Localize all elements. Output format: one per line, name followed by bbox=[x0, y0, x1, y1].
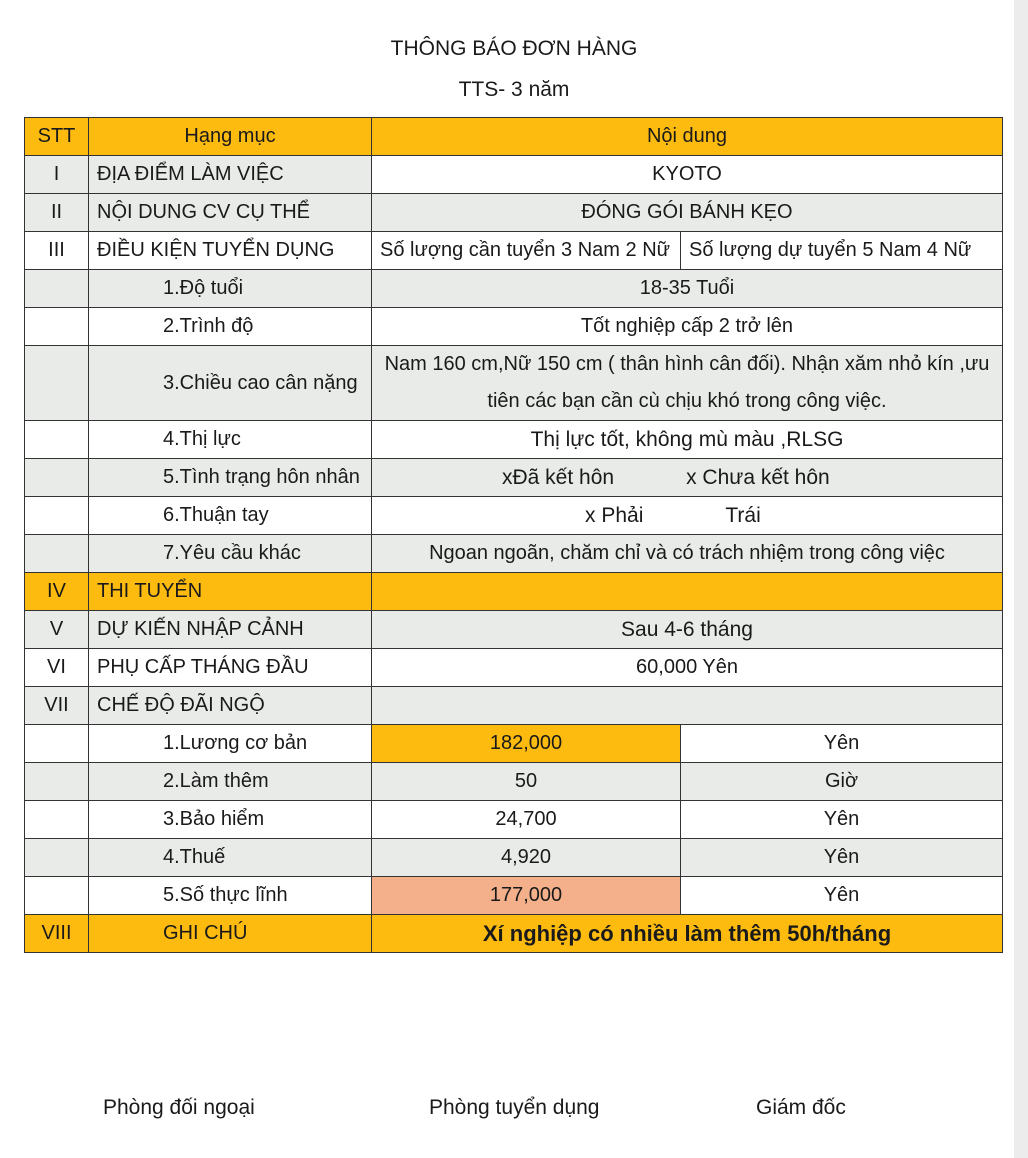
table-row bbox=[25, 232, 1003, 270]
marital-options bbox=[372, 459, 1003, 497]
table-row bbox=[25, 497, 1003, 535]
row-label: CHẾ ĐỘ ĐÃI NGỘ bbox=[89, 687, 372, 725]
row-label: 1.Độ tuổi bbox=[89, 270, 372, 308]
header-stt: STT bbox=[25, 118, 89, 156]
table-row bbox=[25, 421, 1003, 459]
table-row bbox=[25, 801, 1003, 839]
row-stt: VIII bbox=[25, 915, 89, 953]
option-left-hand: Trái bbox=[725, 504, 761, 527]
option-married: xĐã kết hôn bbox=[502, 466, 615, 489]
table-row bbox=[25, 156, 1003, 194]
table-header bbox=[25, 118, 1003, 156]
row-label: 2.Trình độ bbox=[89, 308, 372, 346]
table-row bbox=[25, 649, 1003, 687]
table-row bbox=[25, 270, 1003, 308]
row-unit: Giờ bbox=[681, 763, 1003, 801]
salary-amount: 182,000 bbox=[372, 725, 681, 763]
row-value: ĐÓNG GÓI BÁNH KẸO bbox=[372, 194, 1003, 232]
row-label: NỘI DUNG CV CỤ THỂ bbox=[89, 194, 372, 232]
row-stt: I bbox=[25, 156, 89, 194]
table-row bbox=[25, 687, 1003, 725]
note-value: Xí nghiệp có nhiều làm thêm 50h/tháng bbox=[372, 915, 1003, 953]
row-label: 3.Chiều cao cân nặng bbox=[89, 346, 372, 421]
row-label: ĐIỀU KIỆN TUYỂN DỤNG bbox=[89, 232, 372, 270]
tax-amount: 4,920 bbox=[372, 839, 681, 877]
row-label: 5.Số thực lĩnh bbox=[89, 877, 372, 915]
row-stt: IV bbox=[25, 573, 89, 611]
insurance-amount: 24,700 bbox=[372, 801, 681, 839]
option-right-hand: x Phải bbox=[585, 504, 644, 527]
row-stt: VII bbox=[25, 687, 89, 725]
row-stt: III bbox=[25, 232, 89, 270]
row-label: 4.Thị lực bbox=[89, 421, 372, 459]
table-row bbox=[25, 535, 1003, 573]
row-value: 60,000 Yên bbox=[372, 649, 1003, 687]
table-row bbox=[25, 194, 1003, 232]
row-stt: VI bbox=[25, 649, 89, 687]
row-label: GHI CHÚ bbox=[89, 915, 372, 953]
signature-external-affairs: Phòng đối ngoại bbox=[103, 1096, 255, 1119]
row-value: Nam 160 cm,Nữ 150 cm ( thân hình cân đối). Nhận xăm nhỏ kín ,ưu tiên các bạn cần cù chịu khó trong công việc. bbox=[372, 346, 1003, 421]
signature-director: Giám đốc bbox=[756, 1096, 846, 1119]
row-label: 5.Tình trạng hôn nhân bbox=[89, 459, 372, 497]
table-row bbox=[25, 346, 1003, 421]
document-subtitle: TTS- 3 năm bbox=[458, 78, 570, 101]
table-row bbox=[25, 308, 1003, 346]
page-edge bbox=[1014, 0, 1028, 1158]
candidate-count: Số lượng dự tuyển 5 Nam 4 Nữ bbox=[681, 232, 1003, 270]
row-value: KYOTO bbox=[372, 156, 1003, 194]
header-content: Nội dung bbox=[372, 118, 1003, 156]
overtime-amount: 50 bbox=[372, 763, 681, 801]
table-row bbox=[25, 915, 1003, 953]
row-value bbox=[372, 573, 1003, 611]
row-label: 7.Yêu cầu khác bbox=[89, 535, 372, 573]
row-unit: Yên bbox=[681, 839, 1003, 877]
recruit-count: Số lượng cần tuyển 3 Nam 2 Nữ bbox=[372, 232, 681, 270]
signature-recruitment: Phòng tuyển dụng bbox=[429, 1096, 600, 1119]
row-value: Ngoan ngoãn, chăm chỉ và có trách nhiệm trong công việc bbox=[372, 535, 1003, 573]
row-value: 18-35 Tuổi bbox=[372, 270, 1003, 308]
option-single: x Chưa kết hôn bbox=[686, 466, 830, 489]
table-row bbox=[25, 839, 1003, 877]
row-label: 1.Lương cơ bản bbox=[89, 725, 372, 763]
table-row bbox=[25, 573, 1003, 611]
row-label: 6.Thuận tay bbox=[89, 497, 372, 535]
row-value: Thị lực tốt, không mù màu ,RLSG bbox=[372, 421, 1003, 459]
row-label: 2.Làm thêm bbox=[89, 763, 372, 801]
row-unit: Yên bbox=[681, 725, 1003, 763]
header-category: Hạng mục bbox=[89, 118, 372, 156]
table-row bbox=[25, 763, 1003, 801]
row-label: DỰ KIẾN NHẬP CẢNH bbox=[89, 611, 372, 649]
table-row bbox=[25, 725, 1003, 763]
table-row bbox=[25, 611, 1003, 649]
row-label: PHỤ CẤP THÁNG ĐẦU bbox=[89, 649, 372, 687]
row-label: ĐỊA ĐIỂM LÀM VIỆC bbox=[89, 156, 372, 194]
order-table bbox=[24, 117, 1003, 953]
hand-options bbox=[372, 497, 1003, 535]
row-value: Sau 4-6 tháng bbox=[372, 611, 1003, 649]
row-unit: Yên bbox=[681, 801, 1003, 839]
row-label: THI TUYỂN bbox=[89, 573, 372, 611]
table-row bbox=[25, 459, 1003, 497]
row-label: 3.Bảo hiểm bbox=[89, 801, 372, 839]
document-title: THÔNG BÁO ĐƠN HÀNG bbox=[390, 37, 638, 60]
row-stt: V bbox=[25, 611, 89, 649]
row-stt: II bbox=[25, 194, 89, 232]
row-value: Tốt nghiệp cấp 2 trở lên bbox=[372, 308, 1003, 346]
row-label: 4.Thuế bbox=[89, 839, 372, 877]
net-amount: 177,000 bbox=[372, 877, 681, 915]
row-value bbox=[372, 687, 1003, 725]
row-unit: Yên bbox=[681, 877, 1003, 915]
table-row bbox=[25, 877, 1003, 915]
